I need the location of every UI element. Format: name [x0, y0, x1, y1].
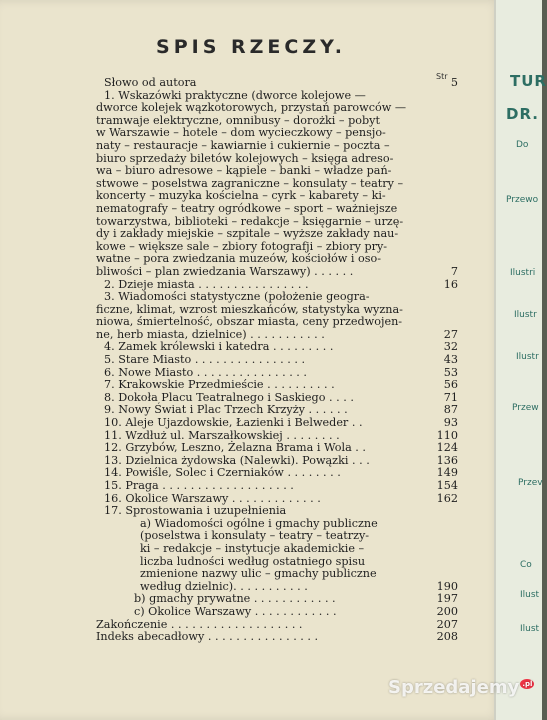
toc-row	[96, 543, 458, 556]
facing-text-fragment: Ilust	[520, 590, 540, 600]
toc-row	[96, 266, 458, 279]
toc-entry-text: 11. Wzdłuż ul. Marszałkowskiej . . . . . . . .	[104, 428, 340, 442]
toc-page-number: 136	[436, 453, 458, 467]
facing-text-fragment: Ilustr	[514, 310, 537, 320]
toc-entry-text: dy i zakłady miejskie – szpitale – wyższe zakłady nau-	[96, 227, 399, 241]
facing-text-fragment: Co	[520, 560, 532, 570]
toc-page-number: 56	[443, 378, 458, 392]
toc-row	[96, 417, 458, 430]
toc-page-number: 53	[443, 365, 458, 379]
toc-page-number: 207	[436, 617, 458, 631]
toc-page-number: 208	[436, 630, 458, 644]
facing-text-fragment: Przewo	[506, 195, 539, 205]
toc-entry-text: nematografy – teatry ogródkowe – sport – ważniejsze	[96, 201, 398, 215]
toc-page-number: 110	[436, 428, 458, 442]
toc-page-number: 190	[436, 579, 458, 593]
toc-page-number: 162	[436, 491, 458, 505]
toc-page-number: 200	[436, 604, 458, 618]
toc-entry-text: 15. Praga . . . . . . . . . . . . . . . . . . .	[104, 479, 294, 492]
toc-entry-text: watne – pora zwiedzania muzeów, kościołów i oso-	[96, 252, 382, 266]
toc-entry-text: 13. Dzielnica żydowska (Nalewki). Powązki . . .	[104, 453, 370, 467]
watermark-suffix: .pl	[522, 680, 533, 688]
toc-entry-text: 2. Dzieje miasta . . . . . . . . . . . . . . . .	[104, 277, 309, 291]
toc-entry-text: a) Wiadomości ogólne i gmachy publiczne	[140, 516, 378, 530]
facing-text-fragment: Ilust	[520, 624, 540, 634]
table-of-contents	[96, 77, 458, 644]
toc-entry-text: ki – redakcje – instytucje akademickie –	[140, 541, 365, 555]
facing-text-fragment: Ilustr	[516, 352, 539, 362]
toc-entry-text: towarzystwa, biblioteki – redakcje – księgarnie – urzę-	[96, 214, 404, 228]
toc-page-number: 154	[436, 479, 458, 492]
toc-entry-text: biuro sprzedaży biletów kolejowych – księga adreso-	[96, 151, 394, 165]
page-column-label: Str	[436, 72, 448, 81]
watermark-logo	[388, 677, 534, 698]
toc-page-number: 124	[436, 441, 458, 455]
toc-entry-text: 10. Aleje Ujazdowskie, Łazienki i Belweder . .	[104, 416, 363, 430]
toc-entry-text: ficzne, klimat, wzrost mieszkańców, statystyka wyzna-	[96, 302, 403, 316]
toc-entry-text: 1. Wskazówki praktyczne (dworce kolejowe —	[104, 88, 366, 102]
facing-text-fragment: TUR	[510, 72, 547, 90]
toc-entry-text: 3. Wiadomości statystyczne (położenie geogra-	[104, 290, 370, 304]
toc-page-number: 32	[443, 340, 458, 354]
watermark-text: Sprzedajemy	[388, 677, 520, 698]
toc-entry-text: 14. Powiśle, Solec i Czerniaków . . . . . . . .	[104, 466, 341, 480]
toc-page-number: 149	[436, 466, 458, 480]
toc-page-number: 27	[443, 327, 458, 341]
toc-entry-text: 7. Krakowskie Przedmieście . . . . . . . . . .	[104, 378, 335, 392]
toc-page-number: 71	[443, 390, 458, 404]
facing-text-fragment: DR.	[506, 105, 539, 123]
toc-entry-text: według dzielnic). . . . . . . . . . .	[140, 579, 308, 593]
facing-text-fragment: Ilustri	[510, 268, 536, 278]
toc-row	[96, 77, 458, 90]
toc-entry-text: stwowe – poselstwa zagraniczne – konsulaty – teatry –	[96, 176, 404, 190]
toc-entry-text: 9. Nowy Świat i Plac Trzech Krzyży . . . . . .	[104, 403, 348, 417]
toc-entry-text: Zakończenie . . . . . . . . . . . . . . . . . . .	[96, 617, 303, 631]
toc-entry-text: niowa, śmiertelność, obszar miasta, ceny przedwojen-	[96, 315, 403, 329]
toc-entry-text: ne, herb miasta, dzielnice) . . . . . . . . . . .	[96, 327, 325, 341]
toc-entry-text: koncerty – muzyka kościelna – cyrk – kabarety – ki-	[96, 189, 386, 203]
facing-page	[494, 0, 547, 720]
toc-entry-text: Indeks abecadłowy . . . . . . . . . . . . . . . .	[96, 630, 319, 644]
toc-entry-text: tramwaje elektryczne, omnibusy – dorożki – pobyt	[96, 113, 380, 127]
toc-row	[96, 354, 458, 367]
toc-entry-text: zmienione nazwy ulic – gmachy publiczne	[140, 567, 377, 581]
toc-entry-text: 4. Zamek królewski i katedra . . . . . . . . .	[104, 340, 334, 354]
toc-row	[96, 480, 458, 493]
toc-page-number: 87	[443, 403, 458, 417]
toc-row	[96, 505, 458, 518]
toc-page-number: 7	[450, 264, 458, 278]
toc-entry-text: 6. Nowe Miasto . . . . . . . . . . . . . . . .	[104, 365, 307, 379]
toc-row	[96, 379, 458, 392]
toc-entry-text: 5. Stare Miasto . . . . . . . . . . . . . . . .	[104, 353, 306, 367]
toc-page-number: 93	[443, 416, 458, 430]
toc-entry-text: (poselstwa i konsulaty – teatry – teatrzy-	[140, 529, 370, 543]
toc-entry-text: wa – biuro adresowe – kąpiele – banki – władze pań-	[96, 164, 392, 178]
toc-entry-text: b) gmachy prywatne . . . . . . . . . . . .	[134, 592, 336, 606]
toc-entry-text: 16. Okolice Warszawy . . . . . . . . . . . . .	[104, 491, 321, 505]
toc-page-number: 16	[443, 277, 458, 291]
toc-entry-text: c) Okolice Warszawy . . . . . . . . . . . .	[134, 604, 337, 618]
facing-text-fragment: Przev	[518, 478, 543, 488]
page-title: SPIS RZECZY.	[156, 36, 346, 58]
toc-entry-text: naty – restauracje – kawiarnie i cukiernie – poczta –	[96, 138, 390, 152]
toc-row	[96, 568, 458, 581]
toc-entry-text: kowe – większe sale – zbiory fotografji – zbiory pry-	[96, 239, 388, 253]
toc-page-number: 197	[436, 592, 458, 606]
toc-entry-text: dworce kolejek wązkotorowych, przystań parowców —	[96, 101, 407, 115]
toc-row	[96, 442, 458, 455]
toc-page-number: 5	[450, 76, 458, 89]
toc-row	[96, 631, 458, 644]
toc-entry-text: liczba ludności według ostatniego spisu	[140, 554, 366, 568]
toc-entry-text: 12. Grzybów, Leszno, Żelazna Brama i Wola . .	[104, 441, 366, 455]
toc-entry-text: w Warszawie – hotele – dom wycieczkowy – pensjo-	[96, 126, 386, 140]
toc-entry-text: Słowo od autora	[104, 76, 197, 89]
facing-text-fragment: Do	[516, 140, 529, 150]
toc-entry-text: 8. Dokoła Placu Teatralnego i Saskiego . . . .	[104, 390, 354, 404]
toc-page-number: 43	[443, 353, 458, 367]
facing-text-fragment: Przew	[512, 403, 539, 413]
toc-entry-text: bliwości – plan zwiedzania Warszawy) . . . . . .	[96, 264, 354, 278]
toc-entry-text: 17. Sprostowania i uzupełnienia	[104, 504, 287, 518]
